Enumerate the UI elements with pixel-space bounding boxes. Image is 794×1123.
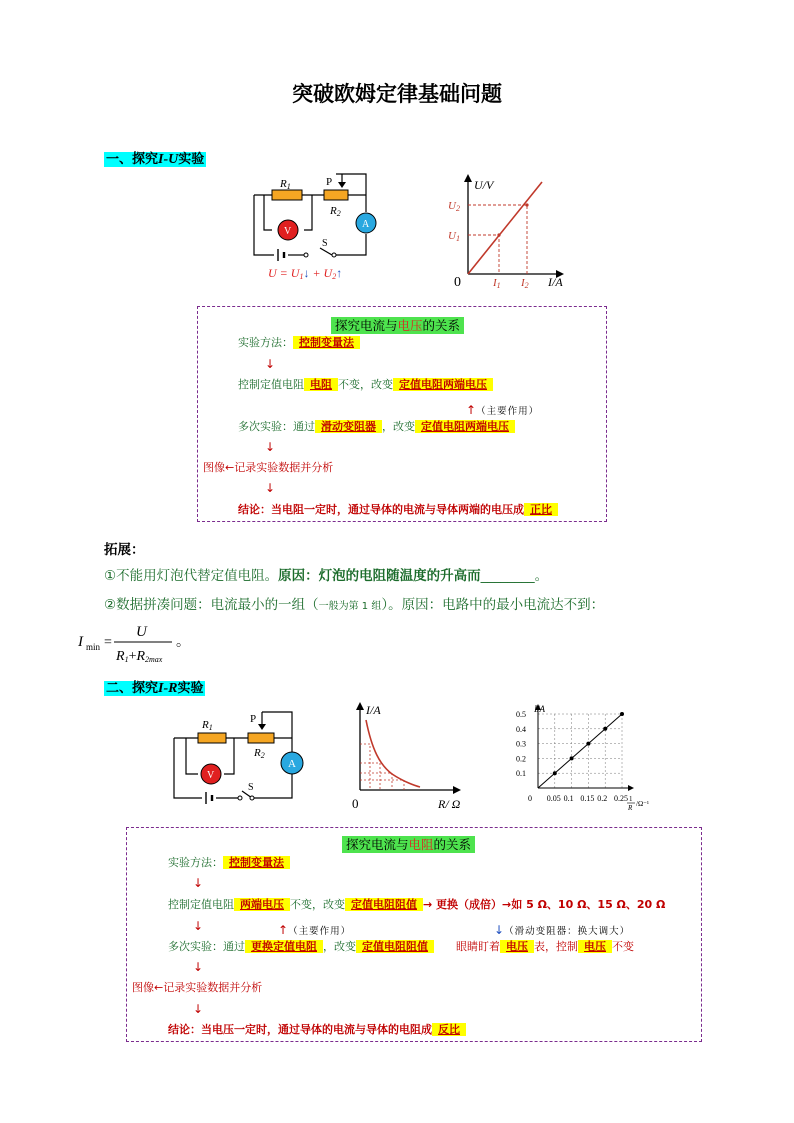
- s2-multi-line: 多次实验：通过 更换定值电阻 ，改变 定值电阻阻值 眼睛盯着 电压 表，控制 电压 不变: [168, 940, 634, 953]
- section2-label-suffix: 实验: [177, 681, 204, 696]
- s1-p-label: P: [326, 176, 333, 188]
- formula-i: I: [78, 634, 83, 650]
- s1-switch-label: S: [322, 238, 328, 249]
- formula-i-sub: min: [86, 642, 101, 652]
- s1-graph-i2: I2: [521, 277, 529, 288]
- data-point: [586, 742, 590, 746]
- page-title: 突破欧姆定律基础问题: [292, 81, 502, 106]
- s1-r2-label: R2: [330, 205, 341, 218]
- s2-control-line: 控制定值电阻 两端电压 不变，改变 定值电阻阻值 → 更换（成倍）→如 5 Ω、10 Ω、15 Ω、20 Ω: [168, 898, 666, 911]
- up-arrow-icon: ↑: [466, 403, 477, 417]
- s2-p-label: P: [250, 713, 257, 725]
- section1-label-prefix: 一、探究: [106, 152, 159, 167]
- ammeter-icon: A: [288, 758, 296, 770]
- down-arrow-icon: ↓: [193, 876, 204, 890]
- x-tick-label: 0.15: [580, 794, 595, 803]
- voltmeter-icon: V: [284, 226, 292, 237]
- down-arrow-icon: ↓: [193, 919, 204, 933]
- down-arrow-icon: ↓: [265, 357, 276, 371]
- s1-r1-label: R1: [280, 178, 291, 191]
- y-tick-label: 0.1: [516, 769, 526, 779]
- down-arrow-icon: ↓: [265, 481, 276, 495]
- s2-r1-label: R1: [202, 719, 213, 732]
- s1-graph-ylabel: U/V: [474, 178, 494, 192]
- s1-conclusion: 结论：当电阻一定时，通过导体的电流与导体两端的电压成 正比: [238, 503, 558, 517]
- up-arrow-icon: ↑: [278, 923, 289, 937]
- s2-graph2-xlabel-unit: /Ω⁻¹: [636, 800, 649, 808]
- s2-conclusion: 结论：当电压一定时，通过导体的电流与导体的电阻成 反比: [168, 1023, 466, 1037]
- section2-circuit-diagram: [168, 708, 308, 808]
- y-tick-label: 0.4: [516, 724, 526, 734]
- s1-graph-xlabel: I/A: [548, 275, 563, 288]
- x-tick-label: 0.1: [563, 794, 574, 803]
- section2-label-var: I-R: [158, 681, 178, 696]
- section1-label-var: I-U: [158, 152, 179, 167]
- s2-graph2-ylabel: I/A: [534, 704, 545, 714]
- s1-multi-line: 多次实验：通过 滑动变阻器 ，改变 定值电阻两端电压: [238, 420, 515, 434]
- s2-slide-note: ↓（滑动变阻器：换大调大）: [494, 923, 631, 937]
- formula-denominator: R1+R2max: [116, 649, 163, 664]
- s2-method-line: 实验方法： 控制变量法: [168, 856, 290, 870]
- s1-graph-u1: U1: [448, 230, 460, 243]
- s1-image-line: 图像←记录实验数据并分析: [203, 461, 334, 474]
- section1-label-suffix: 实验: [178, 152, 205, 167]
- s1-main-role-note: ↑（主要作用）: [466, 403, 540, 417]
- ammeter-icon: A: [362, 219, 370, 230]
- section1-box-heading: 探究电流与电压的关系: [331, 315, 464, 334]
- x-tick-label: 0: [528, 794, 532, 803]
- s2-graph1-ylabel: I/A: [366, 703, 381, 717]
- s2-graph2-xlabel-den: R: [628, 804, 633, 812]
- formula-numerator: U: [136, 624, 147, 640]
- trend-line: [538, 714, 622, 788]
- extension-line1: ①不能用灯泡代替定值电阻。原因：灯泡的电阻随温度的升高而________。: [104, 568, 549, 584]
- down-arrow-icon: ↓: [494, 923, 505, 937]
- s2-switch-label: S: [248, 782, 254, 793]
- section2-label-prefix: 二、探究: [106, 681, 159, 696]
- data-point: [603, 727, 607, 731]
- x-tick-label: 0.25: [614, 794, 628, 803]
- formula-end: 。: [176, 635, 190, 650]
- section2-i-invr-graph: [508, 700, 658, 815]
- s1-graph-i1: I1: [493, 277, 501, 288]
- s2-graph2-xlabel-num: 1: [629, 795, 633, 803]
- s1-graph-origin: 0: [454, 275, 461, 288]
- down-arrow-icon: ↓: [193, 960, 204, 974]
- down-arrow-icon: ↓: [265, 440, 276, 454]
- section2-ir-graph: [340, 700, 475, 814]
- extension-formula: [76, 618, 216, 664]
- data-point: [570, 756, 574, 760]
- s2-main-role-note: ↑（主要作用）: [278, 923, 352, 937]
- y-tick-label: 0.2: [516, 754, 526, 764]
- down-arrow-icon: ↓: [193, 1002, 204, 1016]
- s2-image-line: 图像←记录实验数据并分析: [132, 981, 263, 994]
- section2-heading: [104, 677, 205, 697]
- s1-method-line: 实验方法： 控制变量法: [238, 336, 360, 350]
- data-point: [553, 771, 557, 775]
- s1-control-line: 控制定值电阻 电阻 不变，改变 定值电阻两端电压: [238, 378, 493, 392]
- section1-circuit-diagram: [244, 170, 384, 285]
- x-tick-label: 0.2: [597, 794, 608, 803]
- section1-heading: [104, 148, 206, 168]
- s2-graph1-xlabel: R/ Ω: [438, 797, 461, 811]
- extension-line2: ②数据拼凑问题：电流最小的一组（一般为第 1 组）。原因：电路中的最小电流达不到：: [104, 597, 605, 613]
- y-tick-label: 0.3: [516, 739, 526, 749]
- section1-ui-graph: [440, 170, 580, 288]
- s1-formula: U = U1↓ + U2↑: [268, 266, 343, 281]
- y-tick-label: 0.5: [516, 710, 526, 719]
- s1-graph-u2: U2: [448, 200, 460, 213]
- formula-eq: =: [104, 635, 112, 650]
- data-point: [620, 712, 624, 716]
- s2-graph1-origin: 0: [352, 796, 359, 811]
- section2-box-heading: 探究电流与电阻的关系: [342, 834, 475, 853]
- voltmeter-icon: V: [207, 770, 215, 781]
- x-tick-label: 0.05: [546, 794, 561, 803]
- s2-r2-label: R2: [254, 747, 265, 760]
- extension-label: 拓展：: [104, 542, 145, 558]
